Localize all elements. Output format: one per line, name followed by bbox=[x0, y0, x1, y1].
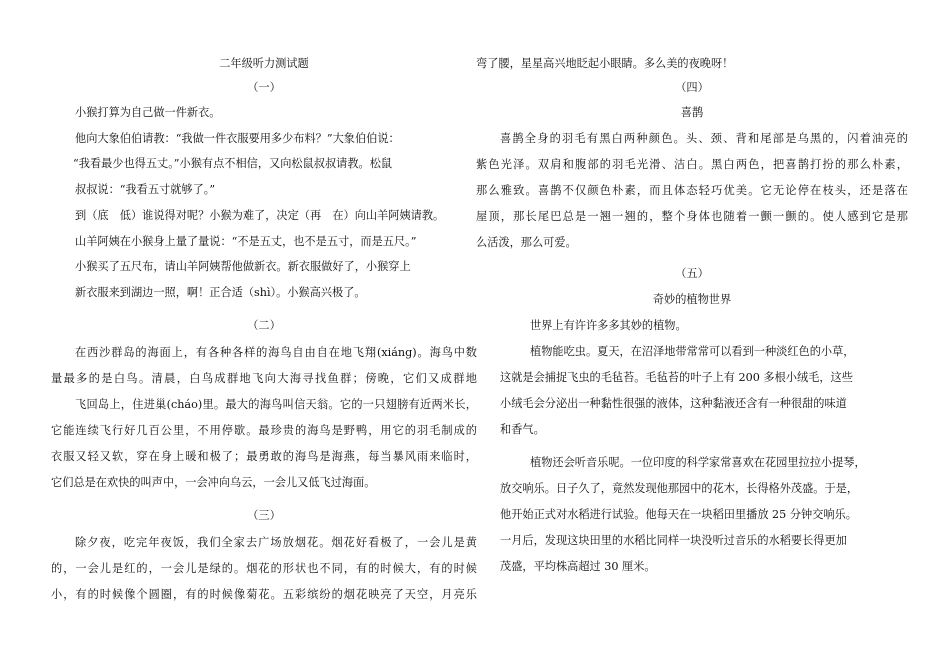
section-2-heading: （二） bbox=[247, 319, 281, 332]
paragraph-line: 它能连续飞行好几百公里，不用停歇。最珍贵的海鸟是野鸭，用它的羽毛制成的 bbox=[51, 424, 477, 437]
paragraph-line: 小猴打算为自己做一件新衣。 bbox=[75, 106, 221, 119]
paragraph-line: 它们总是在欢快的叫声中，一会冲向乌云，一会儿又低飞过海面。 bbox=[51, 476, 376, 489]
paragraph-line: 世界上有许许多多其妙的植物。 bbox=[530, 319, 687, 332]
paragraph-line: 除夕夜，吃完年夜饭，我们全家去广场放烟花。烟花好看极了，一会儿是黄 bbox=[75, 536, 477, 549]
paragraph-line: 到（底 低）谁说得对呢？小猴为难了，决定（再 在）向山羊阿姨请教。 bbox=[75, 209, 445, 222]
paragraph-line: 在西沙群岛的海面上，有各种各样的海鸟自由自在地飞翔(xiáng)。海鸟中数 bbox=[75, 346, 477, 359]
paragraph-line: 弯了腰，星星高兴地眨起小眼睛。多么美的夜晚呀！ bbox=[476, 57, 734, 70]
paragraph-line: 的，一会儿是红的，一会儿是绿的。烟花的形状也不同，有的时候大，有的时候 bbox=[51, 562, 477, 575]
paragraph-line: 植物还会听音乐呢。一位印度的科学家常喜欢在花园里拉拉小提琴， bbox=[530, 456, 866, 469]
paragraph-line: 新衣服来到湖边一照，啊！正合适（shì）。小猴高兴极了。 bbox=[75, 286, 366, 299]
section-4-title: 喜鹊 bbox=[680, 106, 704, 119]
paragraph-line: 和香气。 bbox=[500, 423, 545, 436]
paragraph-line: 他开始正式对水稻进行试验。他每天在一块稻田里播放 25 分钟交响乐。 bbox=[500, 508, 857, 521]
paragraph-line: 飞回岛上，住进巢(cháo)里。最大的海鸟叫信天翁。它的一只翅膀有近两米长， bbox=[75, 398, 477, 411]
paragraph-line: 喜鹊全身的羽毛有黑白两种颜色。头、颈、背和尾部是乌黑的，闪着油亮的 bbox=[500, 132, 908, 145]
paragraph-line: 么活泼，那么可爱。 bbox=[476, 236, 577, 249]
paragraph-line: 衣服又轻又软，穿在身上暖和极了；最勇敢的海鸟是海燕，每当暴风雨来临时， bbox=[51, 450, 477, 463]
document-title: 二年级听力测试题 bbox=[219, 57, 309, 70]
paragraph-line: 植物能吃虫。夏天，在沼泽地带常常可以看到一种淡红色的小草， bbox=[530, 345, 855, 358]
paragraph-line: 屋顶，那长尾巴总是一翘一翘的，整个身体也随着一颤一颤的。使人感到它是那 bbox=[476, 210, 908, 223]
paragraph-line: 茂盛，平均株高超过 30 厘米。 bbox=[500, 560, 656, 573]
paragraph-line: 小猴买了五尺布，请山羊阿姨帮他做新衣。新衣服做好了，小猴穿上 bbox=[75, 260, 411, 273]
paragraph-line: 山羊阿姨在小猴身上量了量说：“不是五丈，也不是五寸，而是五尺。” bbox=[75, 235, 417, 248]
paragraph-line: 那么雅致。喜鹊不仅颜色朴素，而且体态轻巧优美。它无论停在枝头，还是落在 bbox=[476, 184, 908, 197]
section-1-heading: （一） bbox=[247, 81, 281, 94]
paragraph-line: 这就是会捕捉飞虫的毛毡苔。毛毡苔的叶子上有 200 多根小绒毛，这些 bbox=[500, 371, 853, 384]
section-3-heading: （三） bbox=[247, 509, 281, 522]
paragraph-line: 紫色光泽。双肩和腹部的羽毛光滑、洁白。黑白两色，把喜鹊打扮的那么朴素， bbox=[476, 158, 908, 171]
paragraph-line: “我看最少也得五丈。”小猴有点不相信，又向松鼠叔叔请教。松鼠 bbox=[73, 157, 393, 170]
section-4-heading: （四） bbox=[675, 81, 709, 94]
paragraph-line: 一月后，发现这块田里的水稻比同样一块没听过音乐的水稻要长得更加 bbox=[500, 534, 847, 547]
section-5-title: 奇妙的植物世界 bbox=[652, 293, 732, 306]
paragraph-line: 放交响乐。日子久了，竟然发现他那园中的花木，长得格外茂盛。于是， bbox=[500, 482, 859, 495]
paragraph-line: 小绒毛会分泌出一种黏性很强的液体，这种黏液还含有一种很甜的味道 bbox=[500, 397, 847, 410]
paragraph-line: 小，有的时候像个圆圈，有的时候像菊花。五彩缤纷的烟花映亮了天空，月亮乐 bbox=[51, 588, 477, 601]
paragraph-line: 叔叔说：“我看五寸就够了。” bbox=[75, 183, 216, 196]
paragraph-line: 量最多的是白鸟。清晨，白鸟成群地飞向大海寻找鱼群；傍晚，它们又成群地 bbox=[51, 372, 477, 385]
section-5-heading: （五） bbox=[675, 267, 709, 280]
paragraph-line: 他向大象伯伯请教：“我做一件衣服要用多少布料？”大象伯伯说： bbox=[75, 132, 400, 145]
